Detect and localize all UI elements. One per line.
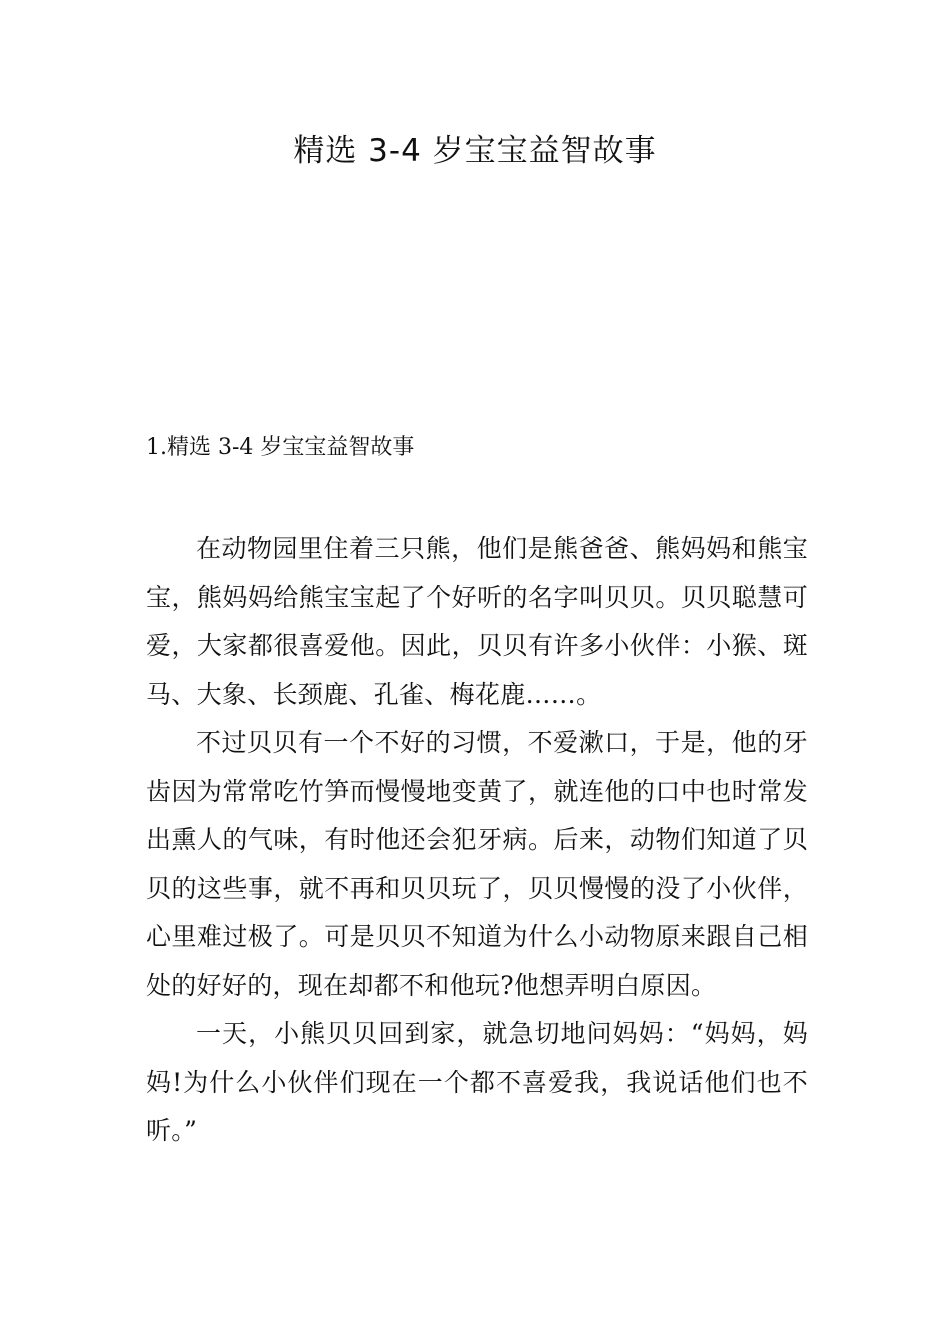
document-title: 精选 3-4 岁宝宝益智故事 <box>293 133 657 169</box>
story-paragraph-1: 在动物园里住着三只熊，他们是熊爸爸、熊妈妈和熊宝宝，熊妈妈给熊宝宝起了个好听的名字叫贝贝。贝贝聪慧可爱，大家都很喜爱他。因此，贝贝有许多小伙伴：小猴、斑马、大象、长颈鹿、孔雀、梅花鹿……。 <box>146 534 808 709</box>
section-heading: 1.精选 3-4 岁宝宝益智故事 <box>146 435 415 460</box>
story-body <box>146 525 808 1156</box>
story-paragraph-2: 不过贝贝有一个不好的习惯，不爱漱口，于是，他的牙齿因为常常吃竹笋而慢慢地变黄了，就连他的口中也时常发出熏人的气味，有时他还会犯牙病。后来，动物们知道了贝贝的这些事，就不再和贝贝玩了，贝贝慢慢的没了小伙伴，心里难过极了。可是贝贝不知道为什么小动物原来跟自己相处的好好的，现在却都不和他玩?他想弄明白原因。 <box>146 728 808 1000</box>
story-paragraph-3: 一天，小熊贝贝回到家，就急切地问妈妈：“妈妈，妈妈!为什么小伙伴们现在一个都不喜爱我，我说话他们也不听。” <box>146 1019 808 1145</box>
